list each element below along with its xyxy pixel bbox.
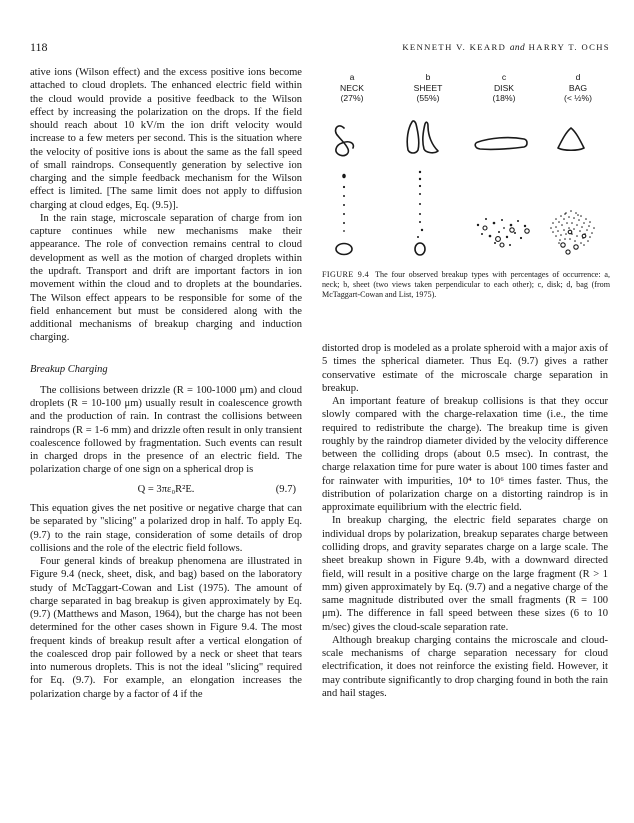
figure-type-neck bbox=[322, 72, 382, 104]
figure-type-disk bbox=[474, 72, 534, 104]
paragraph: Although breakup charging contains the microscale and cloud-scale mechanisms of charge separation necessary for cloud electrification, it does not reinforce the existing field. However, it may contribute significantly to drop charging found in both the rain and hail stages. bbox=[322, 634, 608, 699]
paragraph: Four general kinds of breakup phenomena are illustrated in Figure 9.4 (neck, sheet, disk, and bag) based on the laboratory study of McTaggart-Cowan and List (1975). The amount of charge separated in bag breakup is given approximately by Eq. (9.7) (Matthews and Mason, 1964), but the charge has not been determined for the other cases shown in Figure 9.4. The most frequent kinds of breakup result after a vertical elongation of the coalesced drop pair followed by a neck or sheet that tears into numerous droplets. This is not the ideal "slicing" required for Eq. (9.7). For example, an elongation increases the polarization charge by a factor of 4 if the bbox=[30, 556, 302, 700]
section-heading: Breakup Charging bbox=[30, 363, 108, 375]
paragraph: ative ions (Wilson effect) and the excess positive ions become attached to cloud droplets. The enhanced electric field within the cloud would provide a positive feedback to the Wilson effect by increasing the polarization on the drops. If the field should reach about 10 kV/m the ion drift velocity would increase to a few meters per second. This is the situation where the velocity of positive ions is about the same as the fall speed of small raindrops. Consequently generation by selective ion charging and the simple feedback mechanism for the Wilson effect is limited. [The same limit does not apply to diffusion charging at cloud edges, Eq. (9.5)]. bbox=[30, 67, 302, 211]
type-percent: (< ½%) bbox=[564, 93, 592, 103]
equation-body: Q = 3πε₀R²E. bbox=[137, 483, 195, 495]
sheet-fragments bbox=[417, 171, 423, 238]
type-percent: (55%) bbox=[416, 93, 440, 103]
paragraph: An important feature of breakup collisions is that they occur slowly compared with the charge-relaxation time (i.e., the time required to redistribute the charge). The breakup time is given roughly by the raindrop diameter divided by the velocity difference between the colliding drops (about 0.5 msec). In contrast, the charge relaxation time for pure water is about 100 times faster and for rainwater with impurities, 10⁴ to 10⁶ times faster. Thus, the distribution of polarization charge on a distorting raindrop is in approximate equilibrium with the electric field. bbox=[322, 396, 608, 514]
right-column bbox=[322, 342, 608, 700]
type-letter: a bbox=[349, 72, 355, 82]
bag-fragment-cloud bbox=[550, 210, 595, 246]
neck-fragments bbox=[342, 174, 346, 232]
equation-9-7 bbox=[30, 483, 302, 496]
paragraph: The collisions between drizzle (R = 100-1000 μm) and cloud droplets (R = 10-100 μm) usually result in coalescence growth and the production of rain. In contrast the collisions between raindrops (R = 1-6 mm) and drizzle often result in only transient coalescence followed by fragmentation. Such events can result in charged drops in the presence of an electric field. The polarization charge of one sign on a spherical drop is bbox=[30, 384, 302, 476]
type-letter: b bbox=[425, 72, 431, 82]
bag-inflated-drop bbox=[558, 128, 584, 150]
neck-large-fragment bbox=[336, 244, 352, 255]
paragraph: distorted drop is modeled as a prolate spheroid with a major axis of 5 times the spherical diameter. Thus Eq. (9.7) gives a rather conservative estimate of the microscale charge separation in breakup. bbox=[322, 343, 608, 394]
figure-caption bbox=[322, 270, 610, 301]
breakup-illustrations bbox=[322, 112, 610, 262]
caption-label: FIGURE 9.4 bbox=[322, 270, 370, 279]
running-head-authors-1: KENNETH V. KEARD bbox=[402, 42, 507, 52]
equation-number: (9.7) bbox=[275, 483, 296, 495]
page-number: 118 bbox=[30, 40, 48, 54]
disk-flattened-drop bbox=[475, 138, 527, 150]
type-name: DISK bbox=[493, 82, 515, 93]
figure-type-bag bbox=[548, 72, 608, 104]
paragraph: This equation gives the net positive or negative charge that can be separated by "slicing" a polarized drop in half. To apply Eq. (9.7) to the rain stage, consideration of some details of drop collisions and the role of the electric field follows. bbox=[30, 502, 302, 554]
running-head-authors-2: HARRY T. OCHS bbox=[528, 42, 610, 52]
disk-fragments bbox=[477, 218, 526, 246]
type-name: SHEET bbox=[413, 82, 443, 93]
caption-text: The four observed breakup types with percentages of occurrence: a, neck; b, sheet (two views taken perpendicular to each other); c, disk; d, bag (from McTaggart-Cowan and List, 1975). bbox=[322, 270, 610, 300]
type-percent: (18%) bbox=[492, 93, 516, 103]
neck-elongated-drop bbox=[336, 126, 354, 156]
paragraph: In breakup charging, the electric field separates charge on individual drops by polarization, breakup separates charge between colliding drops, and gravity separates charge on a large scale. The sheet breakup shown in Figure 9.4b, with a downward directed field, will result in a positive charge on the large fragment (R > 1 mm) given approximately by Eq. (9.7) and a negative charge of the same magnitude distributed over the small fragments (R = 100 μm). The difference in fall speed between these sizes (6 to 10 m/sec) gives the cloud-scale separation rate. bbox=[322, 515, 608, 633]
sheet-view-1 bbox=[407, 121, 419, 153]
page-header bbox=[30, 40, 610, 56]
type-percent: (27%) bbox=[340, 93, 364, 103]
left-column bbox=[30, 66, 302, 701]
running-head-and: and bbox=[509, 43, 526, 53]
type-name: NECK bbox=[340, 82, 364, 93]
sheet-view-2 bbox=[423, 122, 438, 152]
type-letter: c bbox=[501, 72, 507, 82]
type-letter: d bbox=[575, 72, 581, 82]
paragraph: In the rain stage, microscale separation of charge from ion capture continues while new mechanisms make their appearance. The role of convection remains central to cloud development as well as the motion of charged droplets within the updraft. Transport and drift are important factors in ion movement within the cloud and to droplets at the boundaries. The Wilson effect appears to be responsible for some of the field enhancement but must be considered along with the additional mechanisms of breakup charging and induction charging. bbox=[30, 212, 302, 344]
type-name: BAG bbox=[568, 82, 588, 93]
running-head bbox=[402, 42, 610, 53]
bag-fragment-rings bbox=[561, 230, 586, 254]
figure-9-4 bbox=[322, 72, 610, 304]
figure-type-sheet bbox=[398, 72, 458, 104]
sheet-large-fragment bbox=[415, 243, 425, 255]
